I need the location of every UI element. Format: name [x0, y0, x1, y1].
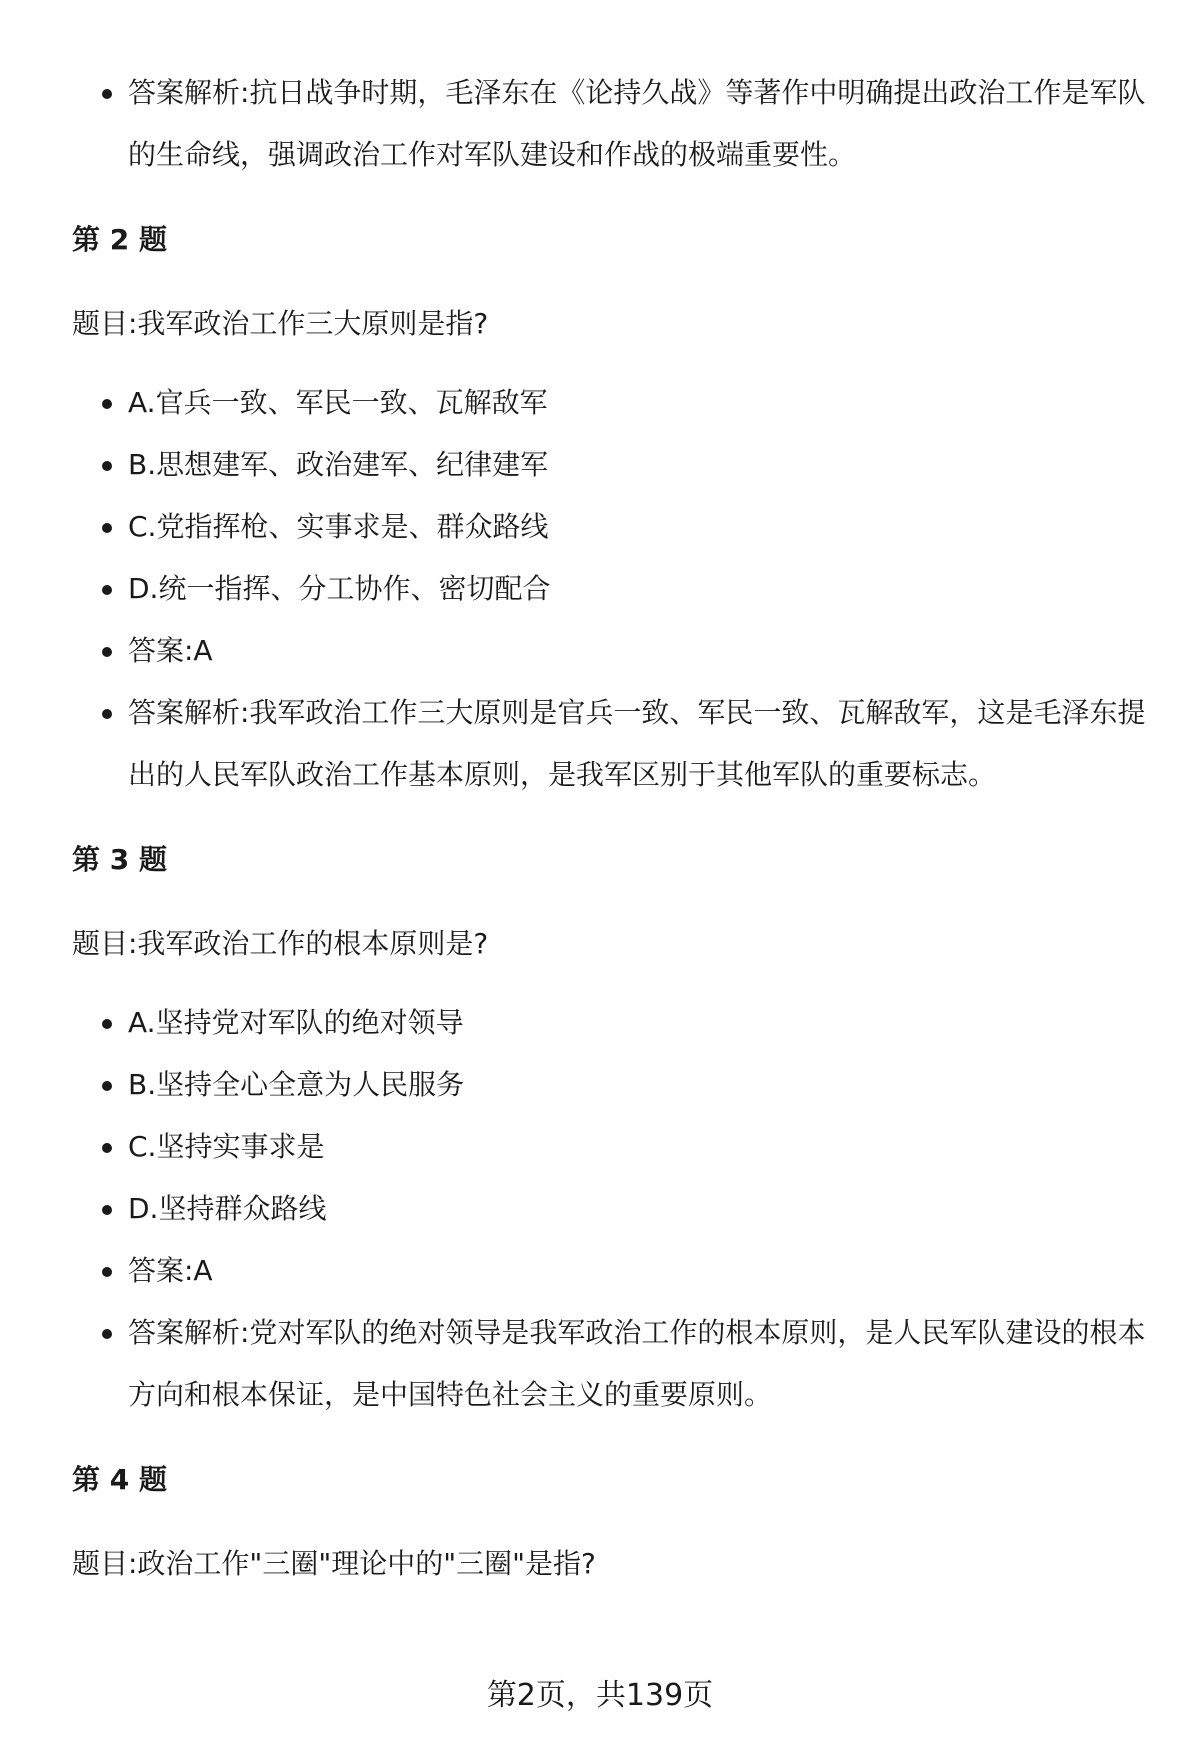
- option-b: B.思想建军、政治建军、纪律建军: [72, 434, 1152, 496]
- question-text: 题目:我军政治工作三大原则是指?: [72, 307, 489, 340]
- option-c: C.坚持实事求是: [72, 1116, 1152, 1178]
- question-heading: 第 2 题: [72, 223, 167, 256]
- page-number-footer: 第2页，共139页: [486, 1678, 714, 1713]
- option-a: A.坚持党对军队的绝对领导: [72, 992, 1152, 1054]
- answer-analysis: 答案解析:我军政治工作三大原则是官兵一致、军民一致、瓦解敌军，这是毛泽东提出的人民军队政治工作基本原则，是我军区别于其他军队的重要标志。: [72, 682, 1152, 806]
- option-a: A.官兵一致、军民一致、瓦解敌军: [72, 372, 1152, 434]
- option-d: D.坚持群众路线: [72, 1178, 1152, 1240]
- option-list: [72, 992, 1152, 1426]
- question-heading: 第 3 题: [72, 843, 167, 876]
- question-text: 题目:政治工作"三圈"理论中的"三圈"是指?: [72, 1547, 596, 1580]
- document-content: [72, 62, 1152, 1612]
- option-d: D.统一指挥、分工协作、密切配合: [72, 558, 1152, 620]
- question-heading: 第 4 题: [72, 1463, 167, 1496]
- option-c: C.党指挥枪、实事求是、群众路线: [72, 496, 1152, 558]
- answer-analysis: 答案解析:党对军队的绝对领导是我军政治工作的根本原则，是人民军队建设的根本方向和根本保证，是中国特色社会主义的重要原则。: [72, 1302, 1152, 1426]
- option-list: [72, 372, 1152, 806]
- answer: 答案:A: [72, 1240, 1152, 1302]
- answer-analysis: 答案解析:抗日战争时期，毛泽东在《论持久战》等著作中明确提出政治工作是军队的生命线，强调政治工作对军队建设和作战的极端重要性。: [72, 62, 1152, 186]
- q1-tail-list: [72, 62, 1152, 186]
- answer: 答案:A: [72, 620, 1152, 682]
- option-b: B.坚持全心全意为人民服务: [72, 1054, 1152, 1116]
- question-text: 题目:我军政治工作的根本原则是?: [72, 927, 489, 960]
